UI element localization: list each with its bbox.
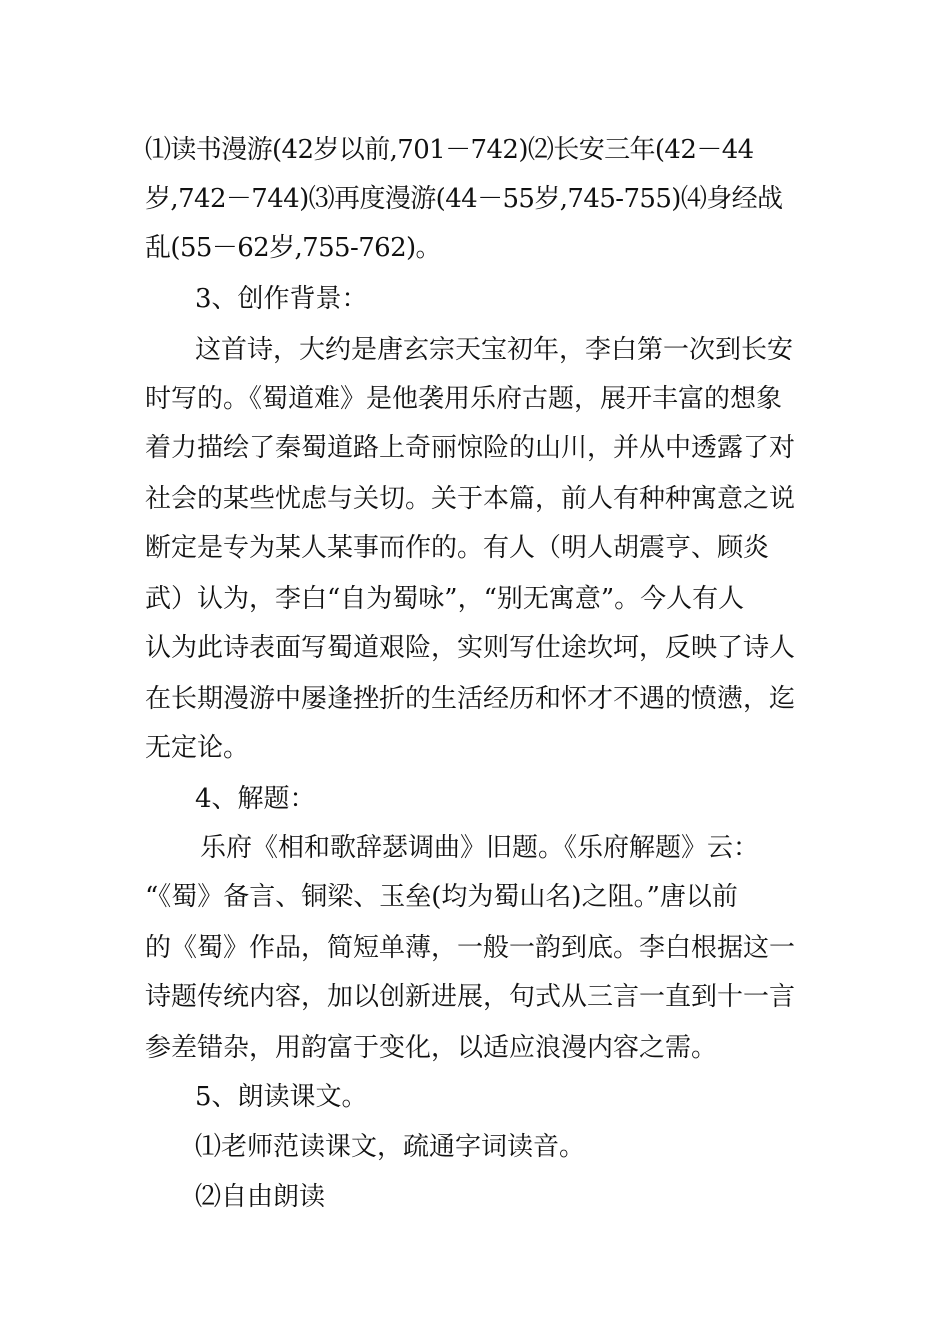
- text-line: 在长期漫游中屡逢挫折的生活经历和怀才不遇的愤懑，迄: [145, 684, 796, 714]
- text-line: 武）认为，李白“自为蜀咏”，“别无寓意”。今人有人: [145, 584, 745, 614]
- text-line: 社会的某些忧虑与关切。关于本篇，前人有种种寓意之说: [145, 484, 796, 514]
- text-line: 乱(55－62岁,755-762)。: [145, 233, 441, 263]
- text-line: 时写的。《蜀道难》是他袭用乐府古题，展开丰富的想象: [145, 384, 783, 414]
- text-line: 断定是专为某人某事而作的。有人（明人胡震亨、顾炎: [145, 533, 770, 563]
- text-line: ⑴读书漫游(42岁以前,701－742)⑵长安三年(42－44: [145, 135, 754, 165]
- text-line: 的《蜀》作品，简短单薄，一般一韵到底。李白根据这一: [145, 933, 796, 963]
- list-item: ⑵自由朗读: [195, 1182, 326, 1212]
- text-line: 参差错杂，用韵富于变化，以适应浪漫内容之需。: [145, 1033, 718, 1063]
- section-heading: 4、解题：: [195, 784, 316, 814]
- text-line: 无定论。: [145, 733, 250, 763]
- list-item: ⑴老师范读课文，疏通字词读音。: [195, 1132, 586, 1162]
- text-line: 诗题传统内容，加以创新进展，句式从三言一直到十一言: [145, 982, 796, 1012]
- text-line: 这首诗，大约是唐玄宗天宝初年，李白第一次到长安: [195, 335, 794, 365]
- text-line: 岁,742－744)⑶再度漫游(44－55岁,745-755)⑷身经战: [145, 184, 783, 214]
- section-heading: 5、朗读课文。: [195, 1082, 368, 1112]
- text-line: 认为此诗表面写蜀道艰险，实则写仕途坎坷，反映了诗人: [145, 633, 796, 663]
- text-line: “《蜀》备言、铜梁、玉垒(均为蜀山名)之阻。”唐以前: [145, 882, 738, 912]
- section-heading: 3、创作背景：: [195, 284, 368, 314]
- text-line: 着力描绘了秦蜀道路上奇丽惊险的山川，并从中透露了对: [145, 433, 796, 463]
- text-line: 乐府《相和歌辞瑟调曲》旧题。《乐府解题》云：: [200, 833, 760, 863]
